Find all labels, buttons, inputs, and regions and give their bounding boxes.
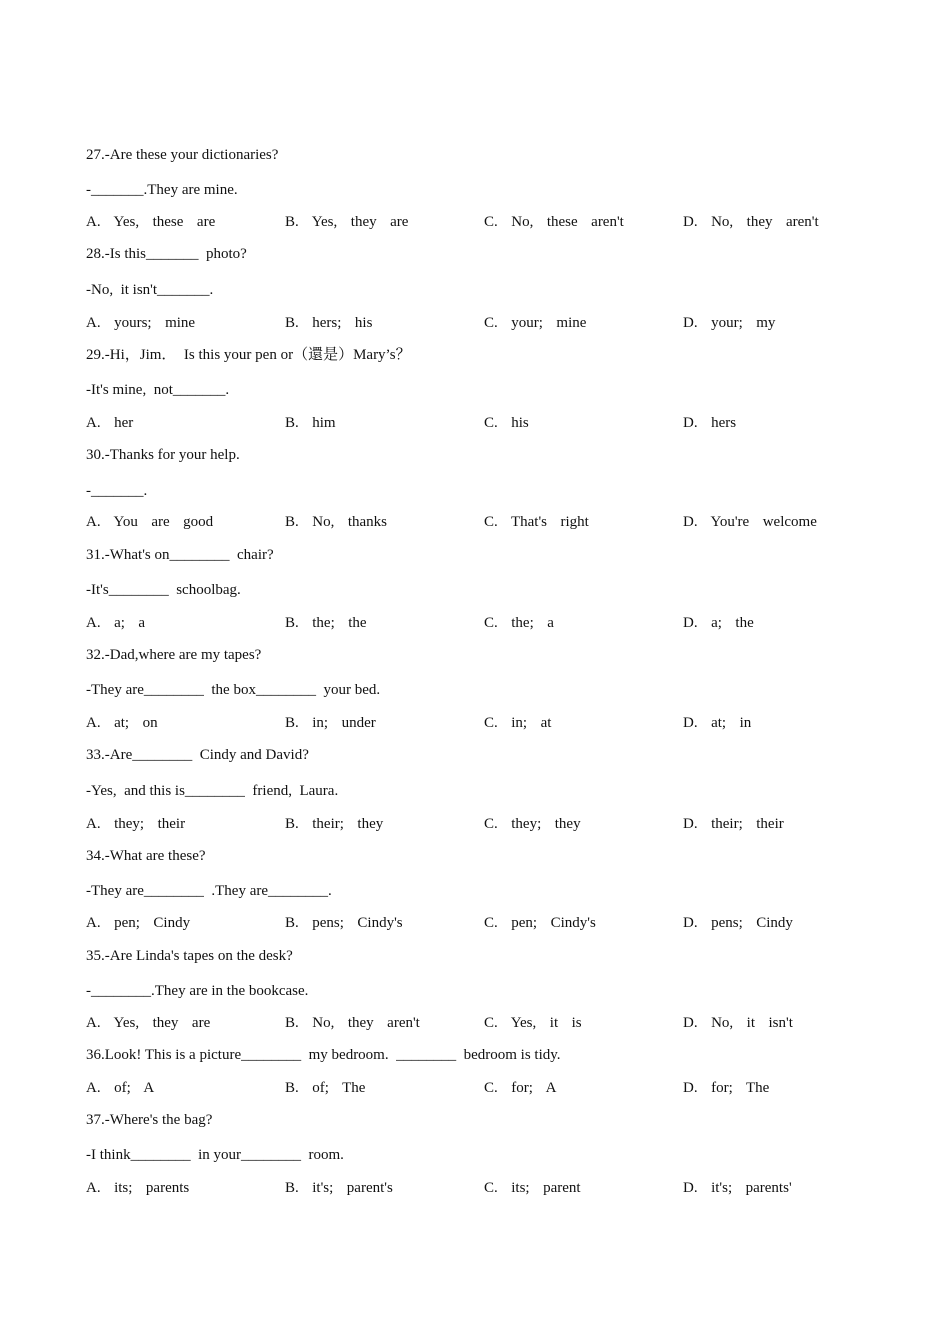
option-b: B. Yes, they are — [285, 214, 409, 230]
question-30-reply: -_______. — [86, 483, 148, 499]
question-37-reply: -I think________ in your________ room. — [86, 1147, 344, 1163]
question-34-reply: -They are________ .They are________. — [86, 883, 332, 899]
question-34-stem: 34.-What are these? — [86, 848, 206, 864]
option-b: B. of; The — [285, 1080, 366, 1096]
option-c: C. the; a — [484, 615, 554, 631]
option-a: A. of; A — [86, 1080, 155, 1096]
question-28-reply: -No, it isn't_______. — [86, 282, 214, 298]
option-c: C. That's right — [484, 514, 589, 530]
option-d: D. it's; parents' — [683, 1180, 792, 1196]
question-30-stem: 30.-Thanks for your help. — [86, 447, 240, 463]
option-b: B. pens; Cindy's — [285, 915, 403, 931]
option-d: D. You're welcome — [683, 514, 817, 530]
option-d: D. your; my — [683, 315, 776, 331]
question-36-options — [86, 1078, 886, 1098]
question-32-stem: 32.-Dad,where are my tapes? — [86, 647, 262, 663]
question-35-reply: -________.They are in the bookcase. — [86, 983, 309, 999]
question-32-reply: -They are________ the box________ your bed. — [86, 682, 381, 698]
option-b: B. hers; his — [285, 315, 373, 331]
option-c: C. for; A — [484, 1080, 557, 1096]
question-33-stem: 33.-Are________ Cindy and David? — [86, 747, 309, 763]
option-c: C. they; they — [484, 816, 581, 832]
question-29-stem: 29.-Hi，Jim． Is this your pen or（還是）Mary’s？ — [86, 347, 411, 363]
option-c: C. his — [484, 415, 529, 431]
question-33-options — [86, 814, 886, 834]
option-c: C. in; at — [484, 715, 552, 731]
option-d: D. pens; Cindy — [683, 915, 793, 931]
question-31-options — [86, 613, 886, 633]
question-29-reply: -It's mine, not_______. — [86, 382, 230, 398]
question-28-options — [86, 313, 886, 333]
option-a: A. her — [86, 415, 134, 431]
option-a: A. a; a — [86, 615, 146, 631]
option-c: C. No, these aren't — [484, 214, 624, 230]
question-27-reply: -_______.They are mine. — [86, 182, 238, 198]
question-33-reply: -Yes, and this is________ friend, Laura. — [86, 783, 339, 799]
option-b: B. it's; parent's — [285, 1180, 393, 1196]
question-35-stem: 35.-Are Linda's tapes on the desk? — [86, 948, 293, 964]
option-c: C. your; mine — [484, 315, 587, 331]
option-b: B. their; they — [285, 816, 384, 832]
option-b: B. No, they aren't — [285, 1015, 420, 1031]
option-d: D. their; their — [683, 816, 784, 832]
option-b: B. No, thanks — [285, 514, 387, 530]
question-31-stem: 31.-What's on________ chair? — [86, 547, 274, 563]
option-a: A. they; their — [86, 816, 186, 832]
option-a: A. Yes, these are — [86, 214, 216, 230]
question-37-options — [86, 1178, 886, 1198]
question-28-stem: 28.-Is this_______ photo? — [86, 246, 247, 262]
option-b: B. him — [285, 415, 336, 431]
option-a: A. Yes, they are — [86, 1015, 211, 1031]
question-34-options — [86, 913, 886, 933]
option-d: D. No, they aren't — [683, 214, 819, 230]
option-d: D. hers — [683, 415, 737, 431]
option-c: C. its; parent — [484, 1180, 581, 1196]
option-b: B. the; the — [285, 615, 367, 631]
question-35-options — [86, 1013, 886, 1033]
option-b: B. in; under — [285, 715, 376, 731]
question-27-stem: 27.-Are these your dictionaries? — [86, 147, 279, 163]
option-d: D. a; the — [683, 615, 754, 631]
question-30-options — [86, 512, 886, 532]
option-a: A. its; parents — [86, 1180, 190, 1196]
option-d: D. No, it isn't — [683, 1015, 793, 1031]
option-d: D. for; The — [683, 1080, 770, 1096]
option-d: D. at; in — [683, 715, 752, 731]
option-a: A. at; on — [86, 715, 158, 731]
question-37-stem: 37.-Where's the bag? — [86, 1112, 213, 1128]
question-27-options — [86, 212, 886, 232]
option-a: A. You are good — [86, 514, 214, 530]
question-29-options — [86, 413, 886, 433]
option-c: C. Yes, it is — [484, 1015, 582, 1031]
option-a: A. yours; mine — [86, 315, 196, 331]
option-a: A. pen; Cindy — [86, 915, 191, 931]
question-36-stem: 36.Look! This is a picture________ my bedroom. ________ bedroom is tidy. — [86, 1047, 561, 1063]
option-c: C. pen; Cindy's — [484, 915, 596, 931]
question-32-options — [86, 713, 886, 733]
question-31-reply: -It's________ schoolbag. — [86, 582, 241, 598]
